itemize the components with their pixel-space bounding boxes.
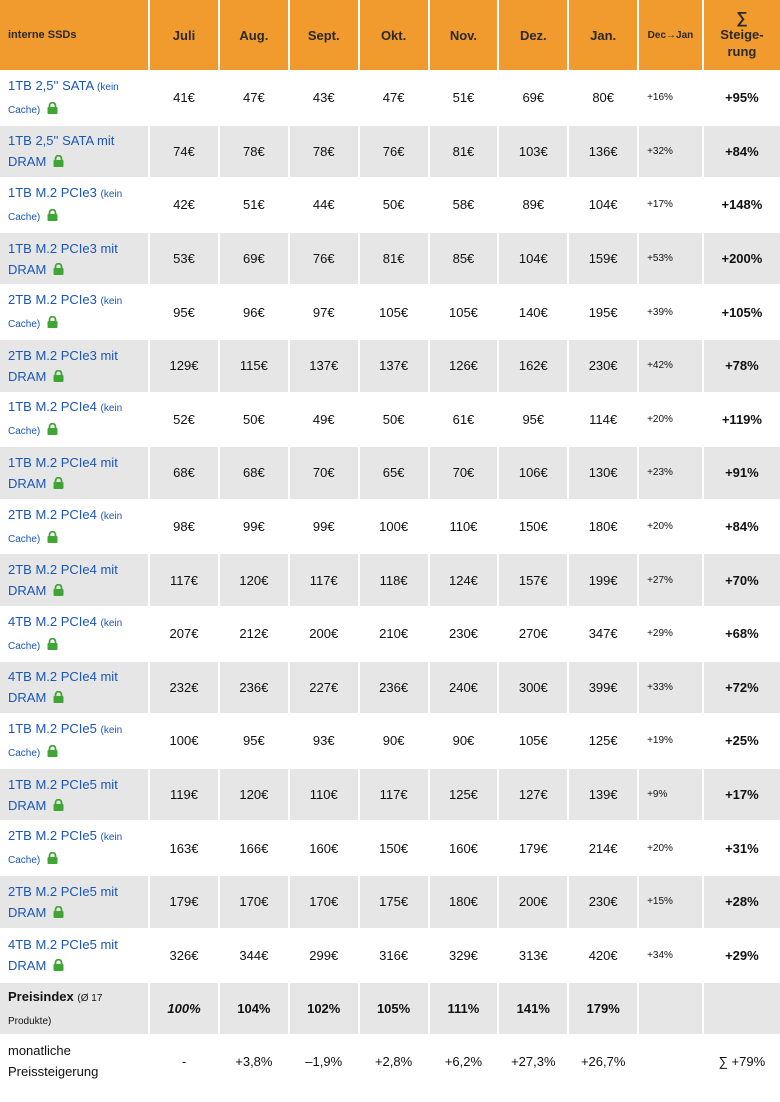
price-cell: 104€ bbox=[499, 233, 567, 285]
total-increase: +148% bbox=[704, 179, 780, 231]
price-cell: 299€ bbox=[290, 930, 358, 982]
price-cell: 99€ bbox=[290, 501, 358, 553]
price-cell: 420€ bbox=[569, 930, 637, 982]
price-cell: 240€ bbox=[430, 662, 498, 714]
monthly-increase-value: +6,2% bbox=[430, 1036, 498, 1086]
price-cell: 47€ bbox=[220, 72, 288, 124]
price-cell: 95€ bbox=[499, 394, 567, 446]
lock-icon bbox=[47, 102, 58, 114]
price-index-value: 111% bbox=[430, 983, 498, 1034]
total-increase: +105% bbox=[704, 286, 780, 338]
price-cell: 103€ bbox=[499, 126, 567, 178]
price-index-row bbox=[0, 983, 780, 1034]
price-cell: 125€ bbox=[430, 769, 498, 821]
price-cell: 137€ bbox=[290, 340, 358, 392]
product-note[interactable]: (kein Cache) bbox=[8, 188, 123, 223]
price-cell: 130€ bbox=[569, 447, 637, 499]
price-cell: 140€ bbox=[499, 286, 567, 338]
dec-jan-change: +20% bbox=[639, 501, 702, 553]
product-link[interactable] bbox=[0, 179, 148, 231]
price-cell: 53€ bbox=[150, 233, 218, 285]
product-link[interactable] bbox=[0, 447, 148, 499]
product-name[interactable]: 2TB M.2 PCIe3 bbox=[8, 292, 97, 308]
price-cell: 230€ bbox=[569, 876, 637, 928]
product-link[interactable] bbox=[0, 822, 148, 874]
product-link[interactable] bbox=[0, 715, 148, 767]
product-name[interactable]: 1TB M.2 PCIe3 bbox=[8, 184, 97, 200]
dec-jan-change: +34% bbox=[639, 930, 702, 982]
price-cell: 210€ bbox=[360, 608, 428, 660]
price-index-value: 179% bbox=[569, 983, 637, 1034]
table-row bbox=[0, 876, 780, 928]
price-cell: 180€ bbox=[430, 876, 498, 928]
product-note[interactable]: (kein Cache) bbox=[8, 510, 123, 545]
price-index-value: 100% bbox=[150, 983, 218, 1034]
header-dec-jan: Dec→Jan bbox=[639, 0, 702, 70]
product-name[interactable]: 1TB 2,5'' SATA mit DRAM bbox=[8, 133, 115, 170]
price-cell: 104€ bbox=[569, 179, 637, 231]
price-cell: 105€ bbox=[360, 286, 428, 338]
price-cell: 117€ bbox=[360, 769, 428, 821]
price-cell: 212€ bbox=[220, 608, 288, 660]
price-cell: 313€ bbox=[499, 930, 567, 982]
product-name[interactable]: 2TB M.2 PCIe4 mit DRAM bbox=[8, 562, 118, 599]
price-cell: 232€ bbox=[150, 662, 218, 714]
price-cell: 117€ bbox=[150, 554, 218, 606]
price-cell: 98€ bbox=[150, 501, 218, 553]
price-cell: 125€ bbox=[569, 715, 637, 767]
total-increase: +68% bbox=[704, 608, 780, 660]
product-name[interactable]: 4TB M.2 PCIe4 bbox=[8, 613, 97, 629]
lock-icon bbox=[53, 477, 64, 489]
product-link[interactable] bbox=[0, 72, 148, 124]
dec-jan-change: +23% bbox=[639, 447, 702, 499]
header-month: Jan. bbox=[569, 0, 637, 70]
price-cell: 118€ bbox=[360, 554, 428, 606]
empty-cell bbox=[639, 983, 702, 1034]
price-cell: 95€ bbox=[150, 286, 218, 338]
product-link[interactable] bbox=[0, 608, 148, 660]
price-cell: 326€ bbox=[150, 930, 218, 982]
header-month: Sept. bbox=[290, 0, 358, 70]
table-row bbox=[0, 662, 780, 714]
price-cell: 139€ bbox=[569, 769, 637, 821]
price-cell: 81€ bbox=[360, 233, 428, 285]
dec-jan-change: +27% bbox=[639, 554, 702, 606]
price-index-value: 141% bbox=[499, 983, 567, 1034]
price-cell: 300€ bbox=[499, 662, 567, 714]
lock-icon bbox=[53, 263, 64, 275]
price-cell: 347€ bbox=[569, 608, 637, 660]
price-cell: 150€ bbox=[499, 501, 567, 553]
price-cell: 50€ bbox=[360, 179, 428, 231]
price-index-value: 105% bbox=[360, 983, 428, 1034]
price-cell: 160€ bbox=[290, 822, 358, 874]
product-name[interactable]: 2TB M.2 PCIe5 bbox=[8, 828, 97, 844]
dec-jan-change: +15% bbox=[639, 876, 702, 928]
total-increase: +70% bbox=[704, 554, 780, 606]
table-row bbox=[0, 179, 780, 231]
product-link[interactable] bbox=[0, 769, 148, 821]
price-cell: 76€ bbox=[360, 126, 428, 178]
price-index-label-cell bbox=[0, 983, 148, 1034]
price-cell: 52€ bbox=[150, 394, 218, 446]
dec-jan-change: +16% bbox=[639, 72, 702, 124]
table-row bbox=[0, 72, 780, 124]
header-total-label-1: Steige- bbox=[720, 26, 764, 42]
price-cell: 180€ bbox=[569, 501, 637, 553]
price-cell: 159€ bbox=[569, 233, 637, 285]
total-increase: +200% bbox=[704, 233, 780, 285]
price-cell: 199€ bbox=[569, 554, 637, 606]
price-cell: 50€ bbox=[220, 394, 288, 446]
price-cell: 170€ bbox=[290, 876, 358, 928]
monthly-increase-value: –1,9% bbox=[290, 1036, 358, 1086]
price-cell: 99€ bbox=[220, 501, 288, 553]
price-cell: 136€ bbox=[569, 126, 637, 178]
total-increase: +84% bbox=[704, 126, 780, 178]
price-cell: 105€ bbox=[499, 715, 567, 767]
product-link[interactable] bbox=[0, 930, 148, 982]
table-row bbox=[0, 608, 780, 660]
price-cell: 114€ bbox=[569, 394, 637, 446]
price-cell: 329€ bbox=[430, 930, 498, 982]
price-cell: 69€ bbox=[220, 233, 288, 285]
total-increase: +84% bbox=[704, 501, 780, 553]
lock-icon bbox=[53, 799, 64, 811]
price-cell: 110€ bbox=[430, 501, 498, 553]
price-cell: 49€ bbox=[290, 394, 358, 446]
price-cell: 78€ bbox=[290, 126, 358, 178]
header-month: Okt. bbox=[360, 0, 428, 70]
product-name[interactable]: 2TB M.2 PCIe3 mit DRAM bbox=[8, 347, 118, 384]
total-increase: +78% bbox=[704, 340, 780, 392]
product-link[interactable] bbox=[0, 233, 148, 285]
price-cell: 58€ bbox=[430, 179, 498, 231]
product-name[interactable]: 2TB M.2 PCIe5 mit DRAM bbox=[8, 883, 118, 920]
total-increase: +72% bbox=[704, 662, 780, 714]
lock-icon bbox=[47, 638, 58, 650]
price-cell: 236€ bbox=[360, 662, 428, 714]
dec-jan-change: +39% bbox=[639, 286, 702, 338]
price-cell: 100€ bbox=[360, 501, 428, 553]
table-row bbox=[0, 447, 780, 499]
price-cell: 90€ bbox=[430, 715, 498, 767]
price-cell: 68€ bbox=[220, 447, 288, 499]
price-cell: 195€ bbox=[569, 286, 637, 338]
lock-icon bbox=[47, 852, 58, 864]
lock-icon bbox=[47, 745, 58, 757]
price-cell: 119€ bbox=[150, 769, 218, 821]
product-name[interactable]: 1TB M.2 PCIe5 bbox=[8, 720, 97, 736]
header-month: Juli bbox=[150, 0, 218, 70]
price-cell: 97€ bbox=[290, 286, 358, 338]
price-cell: 61€ bbox=[430, 394, 498, 446]
product-note[interactable]: (kein Cache) bbox=[8, 724, 123, 759]
header-total-label-2: rung bbox=[727, 43, 757, 59]
monthly-increase-row bbox=[0, 1036, 780, 1086]
lock-icon bbox=[47, 209, 58, 221]
price-cell: 157€ bbox=[499, 554, 567, 606]
price-cell: 81€ bbox=[430, 126, 498, 178]
price-cell: 44€ bbox=[290, 179, 358, 231]
header-product: interne SSDs bbox=[0, 0, 148, 70]
product-note[interactable]: (kein Cache) bbox=[8, 832, 123, 867]
table-row bbox=[0, 233, 780, 285]
product-name[interactable]: 1TB M.2 PCIe5 mit DRAM bbox=[8, 776, 118, 813]
price-cell: 78€ bbox=[220, 126, 288, 178]
price-cell: 344€ bbox=[220, 930, 288, 982]
lock-icon bbox=[53, 906, 64, 918]
dec-jan-change: +19% bbox=[639, 715, 702, 767]
header-month: Aug. bbox=[220, 0, 288, 70]
price-cell: 120€ bbox=[220, 554, 288, 606]
total-increase: +28% bbox=[704, 876, 780, 928]
lock-icon bbox=[47, 531, 58, 543]
price-cell: 100€ bbox=[150, 715, 218, 767]
price-cell: 129€ bbox=[150, 340, 218, 392]
table-row bbox=[0, 554, 780, 606]
sigma-symbol: ∑ bbox=[736, 9, 748, 27]
product-name[interactable]: 1TB M.2 PCIe4 bbox=[8, 399, 97, 415]
price-cell: 51€ bbox=[430, 72, 498, 124]
product-name[interactable]: 4TB M.2 PCIe5 mit DRAM bbox=[8, 937, 118, 974]
price-cell: 270€ bbox=[499, 608, 567, 660]
product-link[interactable] bbox=[0, 340, 148, 392]
product-name[interactable]: 4TB M.2 PCIe4 mit DRAM bbox=[8, 669, 118, 706]
table-row bbox=[0, 126, 780, 178]
monthly-increase-value: +26,7% bbox=[569, 1036, 637, 1086]
table-row bbox=[0, 286, 780, 338]
price-cell: 93€ bbox=[290, 715, 358, 767]
product-note[interactable]: (kein Cache) bbox=[8, 296, 123, 331]
dec-jan-change: +53% bbox=[639, 233, 702, 285]
price-cell: 126€ bbox=[430, 340, 498, 392]
monthly-increase-value: +27,3% bbox=[499, 1036, 567, 1086]
table-body bbox=[0, 72, 780, 1086]
price-cell: 163€ bbox=[150, 822, 218, 874]
price-cell: 51€ bbox=[220, 179, 288, 231]
product-name[interactable]: 2TB M.2 PCIe4 bbox=[8, 506, 97, 522]
price-cell: 127€ bbox=[499, 769, 567, 821]
price-cell: 227€ bbox=[290, 662, 358, 714]
price-cell: 200€ bbox=[499, 876, 567, 928]
product-note[interactable]: (kein Cache) bbox=[8, 81, 119, 116]
dec-jan-change: +9% bbox=[639, 769, 702, 821]
price-cell: 105€ bbox=[430, 286, 498, 338]
product-name[interactable]: 1TB M.2 PCIe3 mit DRAM bbox=[8, 240, 118, 277]
lock-icon bbox=[53, 370, 64, 382]
header-row bbox=[0, 0, 780, 70]
monthly-increase-label: monatliche Preissteigerung bbox=[0, 1036, 148, 1086]
dec-jan-change: +42% bbox=[639, 340, 702, 392]
price-cell: 50€ bbox=[360, 394, 428, 446]
price-cell: 70€ bbox=[430, 447, 498, 499]
dec-jan-change: +17% bbox=[639, 179, 702, 231]
empty-cell bbox=[704, 983, 780, 1034]
total-increase: +29% bbox=[704, 930, 780, 982]
table-row bbox=[0, 394, 780, 446]
table-row bbox=[0, 715, 780, 767]
price-cell: 124€ bbox=[430, 554, 498, 606]
price-cell: 70€ bbox=[290, 447, 358, 499]
price-cell: 316€ bbox=[360, 930, 428, 982]
header-total bbox=[704, 0, 780, 70]
price-cell: 200€ bbox=[290, 608, 358, 660]
price-cell: 96€ bbox=[220, 286, 288, 338]
price-cell: 230€ bbox=[569, 340, 637, 392]
price-cell: 43€ bbox=[290, 72, 358, 124]
price-cell: 399€ bbox=[569, 662, 637, 714]
dec-jan-change: +33% bbox=[639, 662, 702, 714]
table-row bbox=[0, 822, 780, 874]
price-cell: 170€ bbox=[220, 876, 288, 928]
price-cell: 85€ bbox=[430, 233, 498, 285]
product-name[interactable]: 1TB 2,5'' SATA bbox=[8, 77, 94, 93]
price-cell: 90€ bbox=[360, 715, 428, 767]
price-cell: 41€ bbox=[150, 72, 218, 124]
total-increase: +91% bbox=[704, 447, 780, 499]
price-cell: 150€ bbox=[360, 822, 428, 874]
dec-jan-change: +29% bbox=[639, 608, 702, 660]
dec-jan-change: +20% bbox=[639, 822, 702, 874]
product-link[interactable] bbox=[0, 394, 148, 446]
price-cell: 76€ bbox=[290, 233, 358, 285]
monthly-increase-value: +2,8% bbox=[360, 1036, 428, 1086]
price-cell: 80€ bbox=[569, 72, 637, 124]
header-month: Nov. bbox=[430, 0, 498, 70]
dec-jan-change: +32% bbox=[639, 126, 702, 178]
table-row bbox=[0, 930, 780, 982]
table-row bbox=[0, 501, 780, 553]
product-link[interactable] bbox=[0, 126, 148, 178]
price-cell: 179€ bbox=[150, 876, 218, 928]
price-cell: 65€ bbox=[360, 447, 428, 499]
product-link[interactable] bbox=[0, 876, 148, 928]
price-index-value: 104% bbox=[220, 983, 288, 1034]
lock-icon bbox=[53, 959, 64, 971]
monthly-increase-value: - bbox=[150, 1036, 218, 1086]
product-note[interactable]: (kein Cache) bbox=[8, 403, 123, 438]
price-cell: 214€ bbox=[569, 822, 637, 874]
lock-icon bbox=[53, 584, 64, 596]
price-cell: 120€ bbox=[220, 769, 288, 821]
lock-icon bbox=[47, 316, 58, 328]
price-cell: 89€ bbox=[499, 179, 567, 231]
price-cell: 69€ bbox=[499, 72, 567, 124]
table-row bbox=[0, 340, 780, 392]
price-cell: 162€ bbox=[499, 340, 567, 392]
price-cell: 117€ bbox=[290, 554, 358, 606]
price-cell: 95€ bbox=[220, 715, 288, 767]
product-note[interactable]: (kein Cache) bbox=[8, 617, 123, 652]
price-cell: 68€ bbox=[150, 447, 218, 499]
product-link[interactable] bbox=[0, 501, 148, 553]
header-month: Dez. bbox=[499, 0, 567, 70]
total-increase: +95% bbox=[704, 72, 780, 124]
price-cell: 207€ bbox=[150, 608, 218, 660]
price-cell: 137€ bbox=[360, 340, 428, 392]
product-link[interactable] bbox=[0, 662, 148, 714]
price-cell: 106€ bbox=[499, 447, 567, 499]
price-cell: 179€ bbox=[499, 822, 567, 874]
lock-icon bbox=[53, 691, 64, 703]
price-cell: 230€ bbox=[430, 608, 498, 660]
price-cell: 236€ bbox=[220, 662, 288, 714]
table-row bbox=[0, 769, 780, 821]
price-cell: 166€ bbox=[220, 822, 288, 874]
product-link[interactable] bbox=[0, 286, 148, 338]
empty-cell bbox=[639, 1036, 702, 1086]
lock-icon bbox=[47, 423, 58, 435]
price-cell: 160€ bbox=[430, 822, 498, 874]
total-increase: +31% bbox=[704, 822, 780, 874]
product-name[interactable]: 1TB M.2 PCIe4 mit DRAM bbox=[8, 454, 118, 491]
price-cell: 42€ bbox=[150, 179, 218, 231]
total-increase: +119% bbox=[704, 394, 780, 446]
price-index-note: (Ø 17 Produkte) bbox=[8, 992, 103, 1027]
price-cell: 110€ bbox=[290, 769, 358, 821]
monthly-increase-total: ∑ +79% bbox=[704, 1036, 780, 1086]
product-link[interactable] bbox=[0, 554, 148, 606]
dec-jan-change: +20% bbox=[639, 394, 702, 446]
price-cell: 47€ bbox=[360, 72, 428, 124]
price-index-value: 102% bbox=[290, 983, 358, 1034]
price-index-label: Preisindex bbox=[8, 988, 74, 1004]
total-increase: +25% bbox=[704, 715, 780, 767]
total-increase: +17% bbox=[704, 769, 780, 821]
monthly-increase-value: +3,8% bbox=[220, 1036, 288, 1086]
price-cell: 115€ bbox=[220, 340, 288, 392]
lock-icon bbox=[53, 155, 64, 167]
price-cell: 175€ bbox=[360, 876, 428, 928]
price-cell: 74€ bbox=[150, 126, 218, 178]
